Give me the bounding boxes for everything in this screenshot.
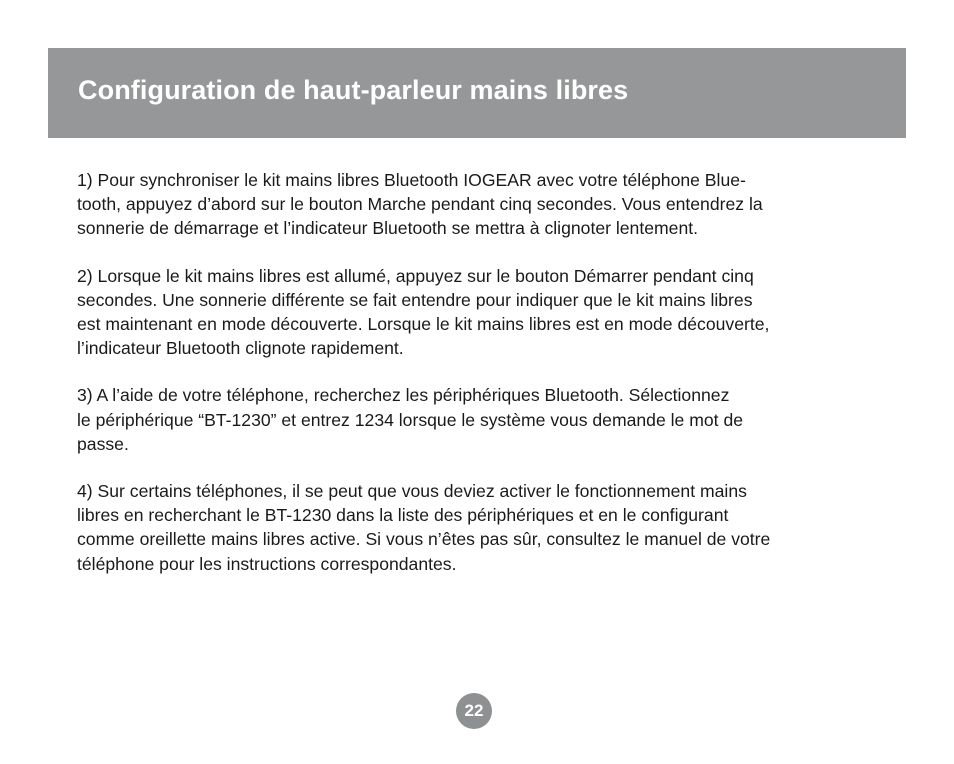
paragraph-step-2: [77, 264, 887, 361]
paragraph-step-3: [77, 383, 887, 456]
text-line: 3) A l’aide de votre téléphone, recherchez les périphériques Bluetooth. Sélectionnez: [77, 385, 730, 406]
text-line: 4) Sur certains téléphones, il se peut que vous deviez activer le fonctionnement mains: [77, 481, 747, 502]
paragraph-step-1: [77, 168, 887, 241]
text-line: est maintenant en mode découverte. Lorsque le kit mains libres est en mode découverte,: [77, 314, 770, 335]
content-body: [77, 168, 887, 599]
text-line: sonnerie de démarrage et l’indicateur Bluetooth se mettra à clignoter lentement.: [77, 218, 699, 239]
text-line: téléphone pour les instructions correspondantes.: [77, 553, 457, 574]
text-line: le périphérique “BT-1230” et entrez 1234 lorsque le système vous demande le mot de: [77, 409, 744, 430]
text-line: 1) Pour synchroniser le kit mains libres Bluetooth IOGEAR avec votre téléphone Blue-: [77, 170, 746, 190]
text-line: secondes. Une sonnerie différente se fait entendre pour indiquer que le kit mains libres: [77, 289, 753, 310]
text-line: l’indicateur Bluetooth clignote rapidement.: [77, 338, 404, 359]
text-line: tooth, appuyez d’abord sur le bouton Marche pendant cinq secondes. Vous entendrez la: [77, 194, 763, 215]
page-number-badge: 22: [456, 693, 492, 729]
header-bar: [48, 48, 906, 138]
text-line: libres en recherchant le BT-1230 dans la liste des périphériques et en le configurant: [77, 505, 729, 526]
text-line: 2) Lorsque le kit mains libres est allumé, appuyez sur le bouton Démarrer pendant cinq: [77, 265, 754, 286]
text-line: comme oreillette mains libres active. Si vous n’êtes pas sûr, consultez le manuel de votre: [77, 529, 771, 550]
page-title: Configuration de haut-parleur mains libres: [78, 75, 629, 105]
text-line: passe.: [77, 433, 129, 454]
paragraph-step-4: [77, 479, 887, 576]
